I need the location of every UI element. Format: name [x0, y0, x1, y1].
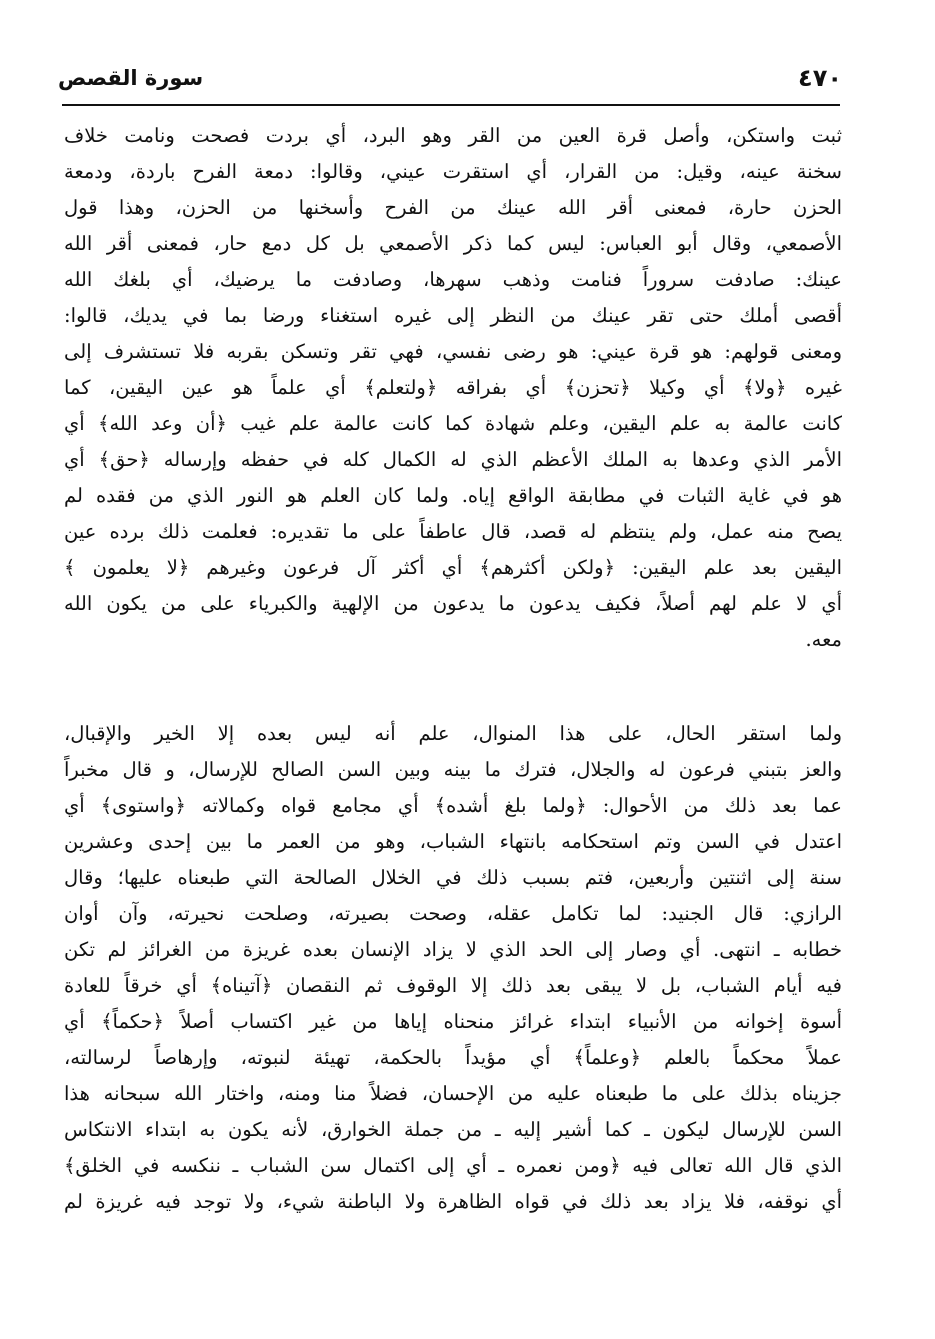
text-line: كانت عالمة به علم اليقين، وعلم شهادة كما كانت عالمة علم غيب ﴿أن وعد الله﴾ أي: [64, 412, 842, 435]
text-line: السن للإرسال ليكون ـ كما أشير إليه ـ من جملة الخوارق، لأنه يكون به ابتداء الانتكاس: [64, 1118, 842, 1141]
page-header: [58, 60, 842, 100]
text-line: الحزن حارة، فمعنى أقر الله عينك من الفرح وأسخنها من الحزن، وهذا قول: [64, 196, 842, 219]
text-line: أقصى أملك حتى تقر عينك من النظر إلى غيره استغناء ورضا بما في يديك، قالوا:: [64, 304, 842, 327]
text-line: الرازي: قال الجنيد: لما تكامل عقله، وصحت بصيرته، وصلحت نحيرته، وآن أوان: [64, 902, 842, 925]
text-line: أسوة إخوانه من الأنبياء ابتداء غرائز منحناه إياها من غير اكتساب أصلاً ﴿حكماً﴾ أي: [64, 1010, 842, 1033]
text-line: الأصمعي، وقال أبو العباس: ليس كما ذكر الأصمعي بل كل دمع حار، فمعنى أقر الله: [64, 232, 842, 255]
text-line: ولما استقر الحال، على هذا المنوال، علم أنه ليس بعده إلا الخير والإقبال،: [64, 722, 842, 745]
text-line: يصح منه عمل، ولم ينتظم له قصد، قال عاطفاً على ما تقديره: فعلمت ذلك برده عين: [64, 520, 842, 543]
text-line: عما بعد ذلك من الأحوال: ﴿ولما بلغ أشده﴾ أي مجامع قواه وكمالاته ﴿واستوى﴾ أي: [64, 794, 842, 817]
text-line: ومعنى قولهم: هو قرة عيني: هو رضى نفسي، فهي تقر وتسكن بقربه فلا تستشرف إلى: [64, 340, 842, 363]
text-line: فيه أيام الشباب، بل لا يبقى بعد ذلك إلا الوقوف ثم النقصان ﴿آتيناه﴾ أي خرقاً للعادة: [64, 974, 842, 997]
text-line: والعز بتبني فرعون له والجلال، فترك ما بينه وبين السن الصالح للإرسال، و قال مخبراً: [64, 758, 842, 781]
header-divider: [62, 104, 840, 106]
text-line: معه.: [805, 628, 842, 651]
surah-title: سورة القصص: [58, 66, 204, 90]
text-line: اليقين بعد علم اليقين: ﴿ولكن أكثرهم﴾ أي أكثر آل فرعون وغيرهم ﴿لا يعلمون ﴾: [64, 556, 842, 579]
text-line: أي لا علم لهم أصلاً، فكيف يدعون ما يدعون من الإلهية والكبرياء على من يكون الله: [64, 592, 842, 615]
text-line: سخنة عينه، وقيل: من القرار، أي استقرت عيني، وقالوا: دمعة الفرح باردة، ودمعة: [64, 160, 842, 183]
text-line: جزيناه بذلك على ما طبعناه عليه من الإحسان، فضلاً منا ومنه، واختار الله سبحانه هذا: [64, 1082, 842, 1105]
page-body: [64, 118, 842, 1220]
text-line: عملاً محكماً بالعلم ﴿وعلماً﴾ أي مؤيداً بالحكمة، تهيئة لنبوته، وإرهاصاً لرسالته،: [64, 1046, 842, 1069]
paragraph-gap: [64, 658, 842, 716]
text-line: خطابه ـ انتهى. أي وصار إلى الحد الذي لا يزاد الإنسان بعده غريزة من الغرائز لم تكن: [64, 938, 842, 961]
text-line: سنة إلى اثنتين وأربعين، فتم بسبب ذلك في الخلال الصالحة التي طبعناه عليها؛ وقال: [64, 866, 842, 889]
text-line: الذي قال الله تعالى فيه ﴿ومن نعمره ـ أي إلى اكتمال سن الشباب ـ ننكسه في الخلق﴾: [64, 1154, 842, 1177]
text-line: غيره ﴿ولا﴾ أي وكيلا ﴿تحزن﴾ أي بفراقه ﴿ولتعلم﴾ أي علماً هو عين اليقين، كما: [64, 376, 842, 399]
text-line: هو في غاية الثبات في مطابقة الواقع إياه. ولما كان العلم هو النور الذي من فقده لم: [64, 484, 842, 507]
text-line: أي نوقفه، فلا يزاد بعد ذلك في قواه الظاهرة ولا الباطنة شيء، ولا توجد فيه غريزة لم: [64, 1190, 842, 1213]
paragraph-1: [64, 118, 842, 658]
text-line: عينك: صادفت سروراً فنامت وذهب سهرها، وصادفت ما يرضيك، أي بلغك الله: [64, 268, 842, 291]
text-line: الأمر الذي وعدها به الملك الأعظم الذي له الكمال كله في حفظه وإرساله ﴿حق﴾ أي: [64, 448, 842, 471]
text-line: ثبت واستكن، وأصل قرة العين من القر وهو البرد، أي بردت فصحت ونامت خلاف: [64, 124, 842, 147]
page-number: ٤٧٠: [798, 64, 842, 92]
text-line: اعتدل في السن وتم استحكامه بانتهاء الشباب، وهو من العمر ما بين إحدى وعشرين: [64, 830, 842, 853]
paragraph-2: [64, 716, 842, 1220]
